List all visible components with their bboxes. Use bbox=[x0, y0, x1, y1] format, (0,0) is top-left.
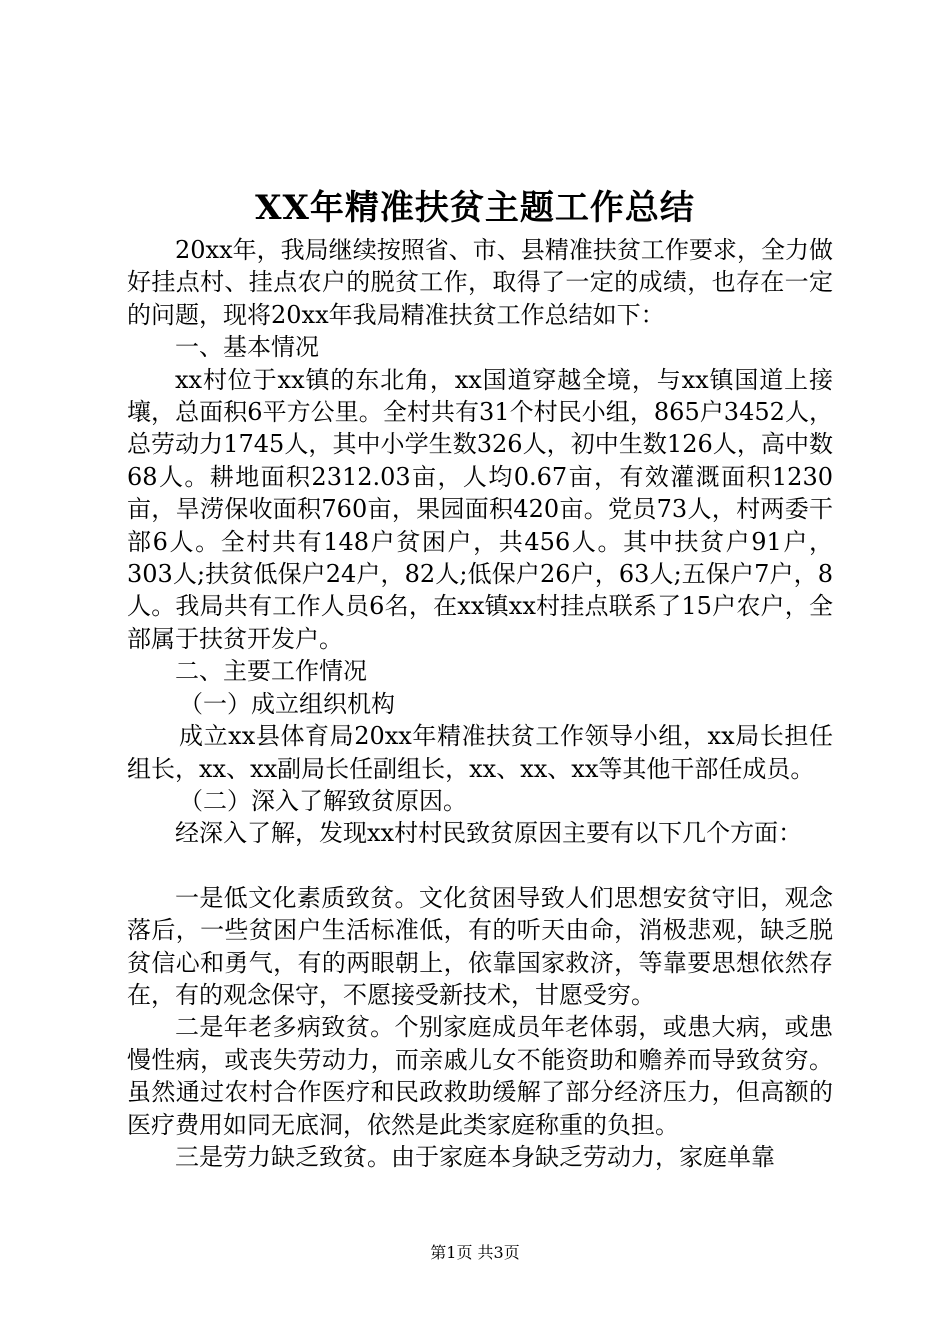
blank-line bbox=[127, 850, 833, 882]
cause-2-paragraph: 二是年老多病致贫。个别家庭成员年老体弱，或患大病，或患慢性病，或丧失劳动力，而亲戚儿女不能资助和赡养而导致贫穷。虽然通过农村合作医疗和民政救助缓解了部分经济压力，但高额的医疗费用如同无底洞，依然是此类家庭称重的负担。 bbox=[127, 1013, 833, 1139]
organization-paragraph: 成立xx县体育局20xx年精准扶贫工作领导小组，xx局长担任组长，xx、xx副局长任副组长，xx、xx、xx等其他干部任成员。 bbox=[127, 722, 833, 783]
basic-info-paragraph: xx村位于xx镇的东北角，xx国道穿越全境，与xx镇国道上接壤，总面积6平方公里。全村共有31个村民小组，865户3452人，总劳动力1745人，其中小学生数326人，初中生数126人，高中数68人。耕地面积2312.03亩，人均0.67亩，有效灌溉面积1230亩，旱涝保收面积760亩，果园面积420亩。党员73人，村两委干部6人。全村共有148户贫困户，共456人。其中扶贫户91户，303人;扶贫低保户24户，82人;低保户26户，63人;五保户7户，8人。我局共有工作人员6名，在xx镇xx村挂点联系了15户农户，全部属于扶贫开发户。 bbox=[127, 365, 833, 653]
section-heading-basic: 一、基本情况 bbox=[175, 333, 319, 362]
section-heading-work: 二、主要工作情况 bbox=[175, 657, 367, 686]
subsection-heading-causes: （二）深入了解致贫原因。 bbox=[179, 786, 467, 815]
intro-paragraph: 20xx年，我局继续按照省、市、县精准扶贫工作要求，全力做好挂点村、挂点农户的脱贫工作，取得了一定的成绩，也存在一定的问题，现将20xx年我局精准扶贫工作总结如下： bbox=[127, 236, 833, 329]
subsection-heading-organization: （一）成立组织机构 bbox=[179, 689, 395, 718]
cause-1-paragraph: 一是低文化素质致贫。文化贫困导致人们思想安贫守旧，观念落后，一些贫困户生活标准低，有的听天由命，消极悲观，缺乏脱贫信心和勇气，有的两眼朝上，依靠国家救济，等靠要思想依然存在，有的观念保守，不愿接受新技术，甘愿受穷。 bbox=[127, 883, 833, 1009]
document-body bbox=[127, 234, 833, 1173]
page-footer: 第1页 共3页 bbox=[430, 1243, 520, 1262]
document-title: XX年精准扶贫主题工作总结 bbox=[255, 188, 695, 228]
causes-intro-paragraph: 经深入了解，发现xx村村民致贫原因主要有以下几个方面： bbox=[175, 819, 803, 848]
cause-3-paragraph: 三是劳力缺乏致贫。由于家庭本身缺乏劳动力，家庭单靠 bbox=[175, 1142, 775, 1171]
